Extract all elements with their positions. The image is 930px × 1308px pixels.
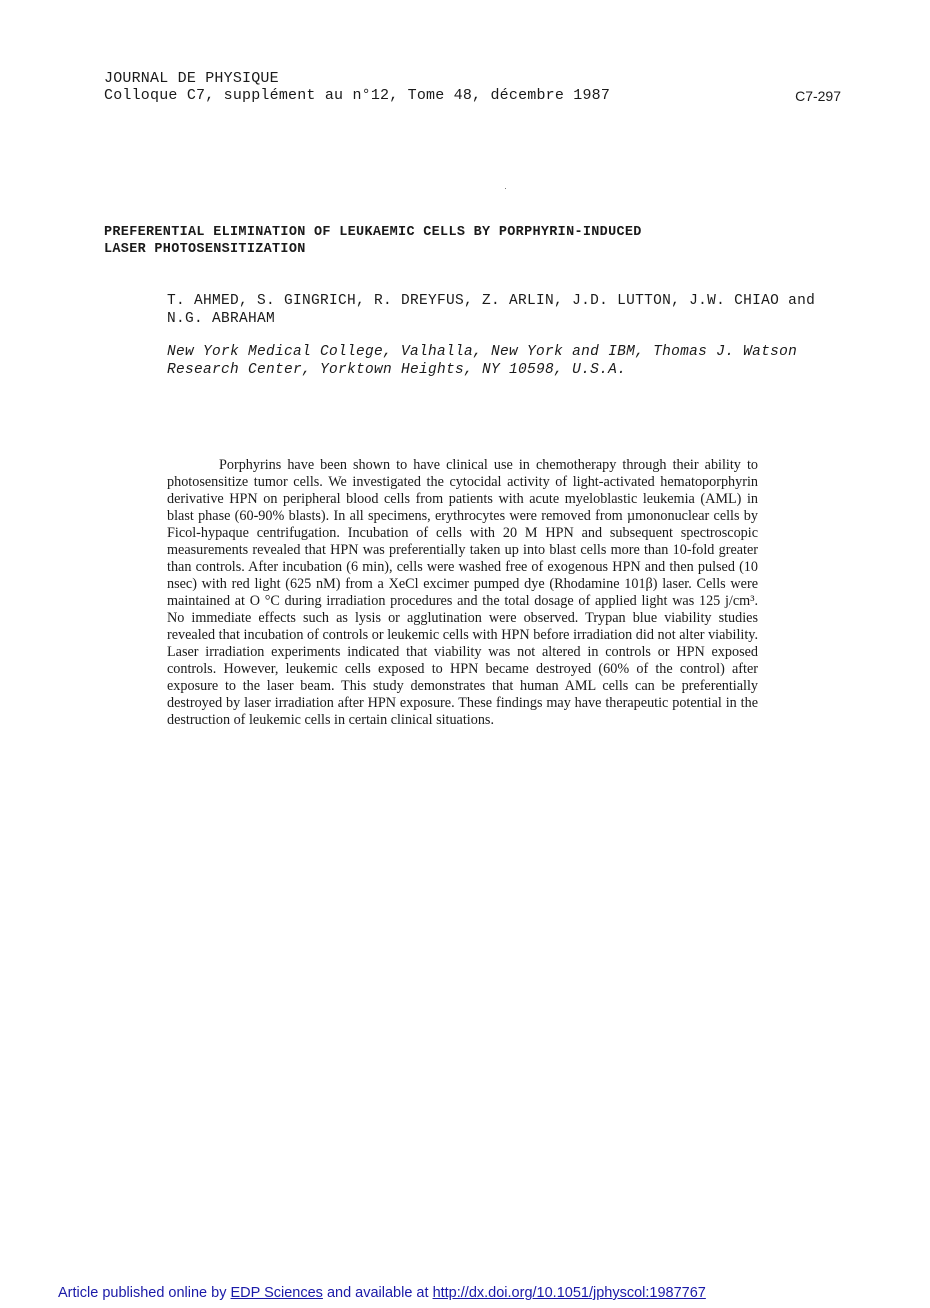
abstract-text: Porphyrins have been shown to have clinical use in chemotherapy through their ability to photosensitize tumor cells. We investigated the cytocidal activity of light-activated hematoporphyrin derivative HPN on peripheral blood cells from patients with acute myeloblastic leukemia (AML) in blast phase (60-90% blasts). In all specimens, erythrocytes were removed from µmononuclear cells by Ficol-hypaque centrifugation. Incubation of cells with 20 M HPN and subsequent spectroscopic measurements revealed that HPN was preferentially taken up into blast cells more than 10-fold greater than controls. After incubation (6 min), cells were washed free of exogenous HPN and then pulsed (10 nsec) with red light (625 nM) from a XeCl excimer pumped dye (Rhodamine 101β) laser. Cells were maintained at O °C during irradiation procedures and the total dosage of applied light was 125 j/cm³. No immediate effects such as lysis or agglutination were observed. Trypan blue viability studies revealed that incubation of controls or leukemic cells with HPN before irradiation did not alter viability. Laser irradiation experiments indicated that viability was not altered in controls or HPN exposed controls. However, leukemic cells exposed to HPN became destroyed (60% of the control) after exposure to the laser beam. This study demonstrates that human AML cells can be preferentially destroyed by laser irradiation after HPN exposure. These findings may have therapeutic potential in the destruction of leukemic cells in certain clinical situations.: [167, 457, 758, 728]
publisher-link[interactable]: EDP Sciences: [230, 1285, 323, 1301]
issue-info: Colloque C7, supplément au n°12, Tome 48, décembre 1987: [104, 87, 611, 104]
publication-footer: [58, 1284, 706, 1302]
doi-link[interactable]: http://dx.doi.org/10.1051/jphyscol:1987767: [432, 1285, 706, 1301]
footer-prefix: Article published online by: [58, 1285, 231, 1301]
article-title: PREFERENTIAL ELIMINATION OF LEUKAEMIC CELLS BY PORPHYRIN-INDUCED LASER PHOTOSENSITIZATION: [104, 225, 642, 257]
journal-name: JOURNAL DE PHYSIQUE: [104, 70, 279, 87]
page-number: C7-297: [795, 88, 841, 104]
author-list: T. AHMED, S. GINGRICH, R. DREYFUS, Z. ARLIN, J.D. LUTTON, J.W. CHIAO and N.G. ABRAHAM: [167, 293, 816, 327]
scan-speck: [505, 188, 506, 189]
affiliation: New York Medical College, Valhalla, New York and IBM, Thomas J. Watson Research Center, Yorktown Heights, NY 10598, U.S.A.: [167, 344, 798, 378]
footer-middle: and available at: [322, 1285, 433, 1301]
